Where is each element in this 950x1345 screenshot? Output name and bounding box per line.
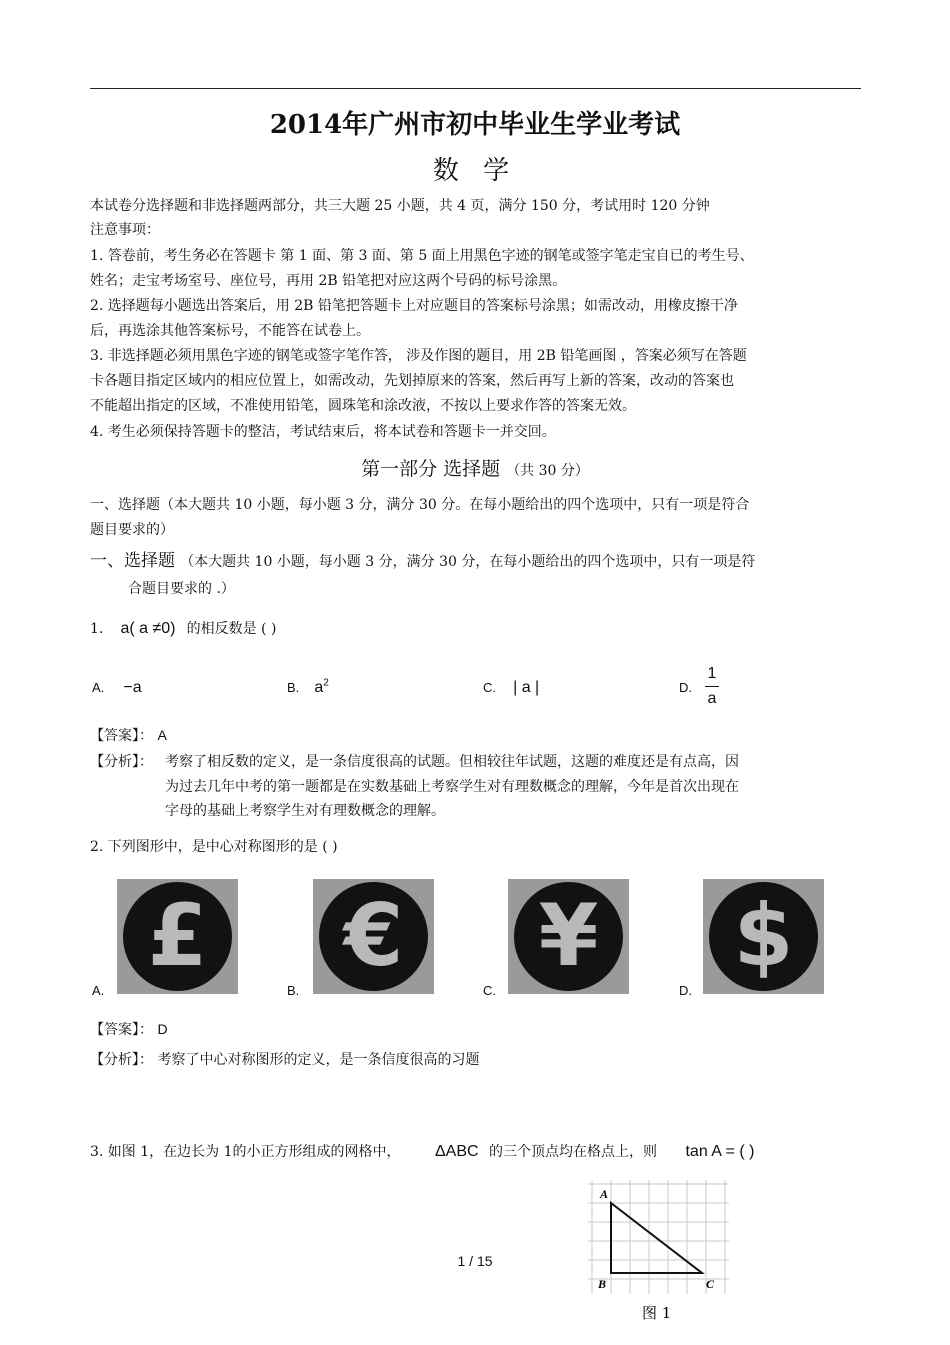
fraction-bar bbox=[705, 686, 719, 687]
note-line: 不能超出指定的区域，不准使用铅笔，圆珠笔和涂改液，不按以上要求作答的答案无效。 bbox=[90, 398, 636, 414]
q1-option-d bbox=[679, 677, 692, 696]
triangle-abc bbox=[611, 1203, 702, 1273]
option-exponent: 2 bbox=[323, 677, 329, 689]
pound-symbol-image bbox=[117, 879, 238, 994]
q1-answer bbox=[90, 725, 167, 745]
note-line: 3. 非选择题必须用黑色字迹的钢笔或签字笔作答， 涉及作图的题目，用 2B 铅笔画图 ，答案必须写在答题 bbox=[90, 348, 747, 364]
figure-caption: 图 1 bbox=[642, 1304, 672, 1322]
q1-option-b bbox=[287, 677, 329, 697]
q2-option-b-label: B. bbox=[287, 983, 300, 998]
exam-title: 2014年广州市初中毕业生学业考试 bbox=[269, 110, 681, 140]
q1-analysis-line: 为过去几年中考的第一题都是在实数基础上考察学生对有理数概念的理解，今年是首次出现在 bbox=[165, 779, 739, 795]
vertex-c-label: C bbox=[706, 1277, 715, 1291]
option-label: B. bbox=[287, 680, 300, 695]
notes-title: 注意事项： bbox=[90, 222, 160, 238]
q1-analysis-line: 字母的基础上考察学生对有理数概念的理解。 bbox=[165, 803, 445, 819]
q2-option-a-label: A. bbox=[92, 983, 105, 998]
part-intro: 题目要求的） bbox=[90, 522, 174, 538]
dollar-symbol-image bbox=[703, 879, 824, 994]
fraction-denominator: a bbox=[707, 690, 717, 707]
question-2: 2. 下列图形中，是中心对称图形的是 ( ) bbox=[90, 839, 338, 855]
intro-text: 本试卷分选择题和非选择题两部分，共三大题 25 小题，共 4 页，满分 150 分，考试用时 120 分钟 bbox=[90, 198, 710, 214]
question-3 bbox=[90, 1141, 754, 1161]
option-label: D. bbox=[679, 680, 692, 695]
note-line: 姓名；走宝考场室号、座位号，再用 2B 铅笔把对应这两个号码的标号涂黑。 bbox=[90, 273, 567, 289]
dollar-icon: $ bbox=[733, 886, 794, 986]
part-intro: 一、选择题（本大题共 10 小题，每小题 3 分，满分 30 分。在每小题给出的四个选项中，只有一项是符合 bbox=[90, 497, 750, 513]
pound-icon: £ bbox=[147, 886, 208, 986]
part-heading-cont: 合题目要求的 .） bbox=[128, 581, 235, 597]
question-1 bbox=[90, 618, 276, 638]
q2-analysis bbox=[90, 1049, 479, 1069]
question-number: 1. bbox=[90, 621, 104, 637]
euro-icon: € bbox=[343, 886, 404, 986]
figure-1-grid bbox=[584, 1176, 734, 1326]
q2-answer bbox=[90, 1019, 168, 1039]
note-line: 4. 考生必须保持答题卡的整洁，考试结束后，将本试卷和答题卡一并交回。 bbox=[90, 424, 556, 440]
vertex-a-label: A bbox=[600, 1187, 609, 1201]
part-heading-text: （本大题共 10 小题，每小题 3 分，满分 30 分，在每小题给出的四个选项中，只有一项是符 bbox=[180, 554, 756, 570]
part-heading-label: 一、选择题 bbox=[90, 551, 175, 571]
page-number: 1 / 15 bbox=[457, 1253, 493, 1269]
fraction-numerator: 1 bbox=[707, 665, 717, 682]
section-title: 第一部分 选择题 bbox=[361, 458, 501, 480]
section-score: （共 30 分） bbox=[506, 463, 589, 479]
note-line: 卡各题目指定区域内的相应位置上，如需改动，先划掉原来的答案，然后再写上新的答案，改动的答案也 bbox=[90, 373, 734, 389]
answer-label: 【答案】： bbox=[90, 728, 153, 744]
answer-value: A bbox=[157, 727, 167, 743]
option-label: C. bbox=[483, 680, 496, 695]
vertex-b-label: B bbox=[598, 1277, 607, 1291]
q3-text-2: 的三个顶点均在格点上，则 bbox=[489, 1144, 658, 1160]
option-value: a bbox=[314, 679, 324, 696]
answer-value: D bbox=[157, 1021, 168, 1037]
analysis-text: 考察了中心对称图形的定义，是一条信度很高的习题 bbox=[157, 1052, 480, 1068]
q2-option-c-label: C. bbox=[483, 983, 496, 998]
note-line: 2. 选择题每小题选出答案后，用 2B 铅笔把答题卡上对应题目的答案标号涂黑；如需改动，用橡皮擦干净 bbox=[90, 298, 738, 314]
option-value: | a | bbox=[513, 679, 540, 696]
note-line: 1. 答卷前，考生务必在答题卡 第 1 面、第 3 面、第 5 面上用黑色字迹的钢笔或签字笔走宝自已的考生号、 bbox=[90, 248, 754, 264]
answer-label: 【答案】： bbox=[90, 1022, 153, 1038]
section-heading bbox=[0, 454, 950, 481]
part-heading bbox=[90, 546, 755, 571]
yen-symbol-image bbox=[508, 879, 629, 994]
euro-symbol-image bbox=[313, 879, 434, 994]
q1-analysis-label: 【分析】： bbox=[90, 754, 153, 770]
analysis-label: 【分析】： bbox=[90, 1052, 153, 1068]
q1-expression: a( a ≠0) bbox=[120, 620, 176, 637]
note-line: 后，再选涂其他答案标号，不能答在试卷上。 bbox=[90, 323, 370, 339]
q1-analysis-line: 考察了相反数的定义，是一条信度很高的试题。但相较往年试题，这题的难度还是有点高，因 bbox=[165, 754, 739, 770]
q3-tan: tan A = ( ) bbox=[685, 1143, 755, 1160]
option-label: A. bbox=[92, 680, 105, 695]
yen-icon: ¥ bbox=[538, 886, 599, 986]
q3-triangle: ΔABC bbox=[434, 1143, 479, 1160]
q1-option-d-fraction bbox=[705, 665, 719, 709]
header-rule bbox=[90, 88, 861, 89]
subject-title: 数 学 bbox=[432, 156, 518, 186]
q3-text: 3. 如图 1，在边长为 1的小正方形组成的网格中， bbox=[90, 1144, 401, 1160]
q1-text: 的相反数是 ( ) bbox=[186, 621, 277, 637]
q1-option-c bbox=[483, 677, 539, 697]
option-value: −a bbox=[123, 679, 142, 696]
q2-option-d-label: D. bbox=[679, 983, 692, 998]
q1-option-a bbox=[92, 677, 142, 697]
